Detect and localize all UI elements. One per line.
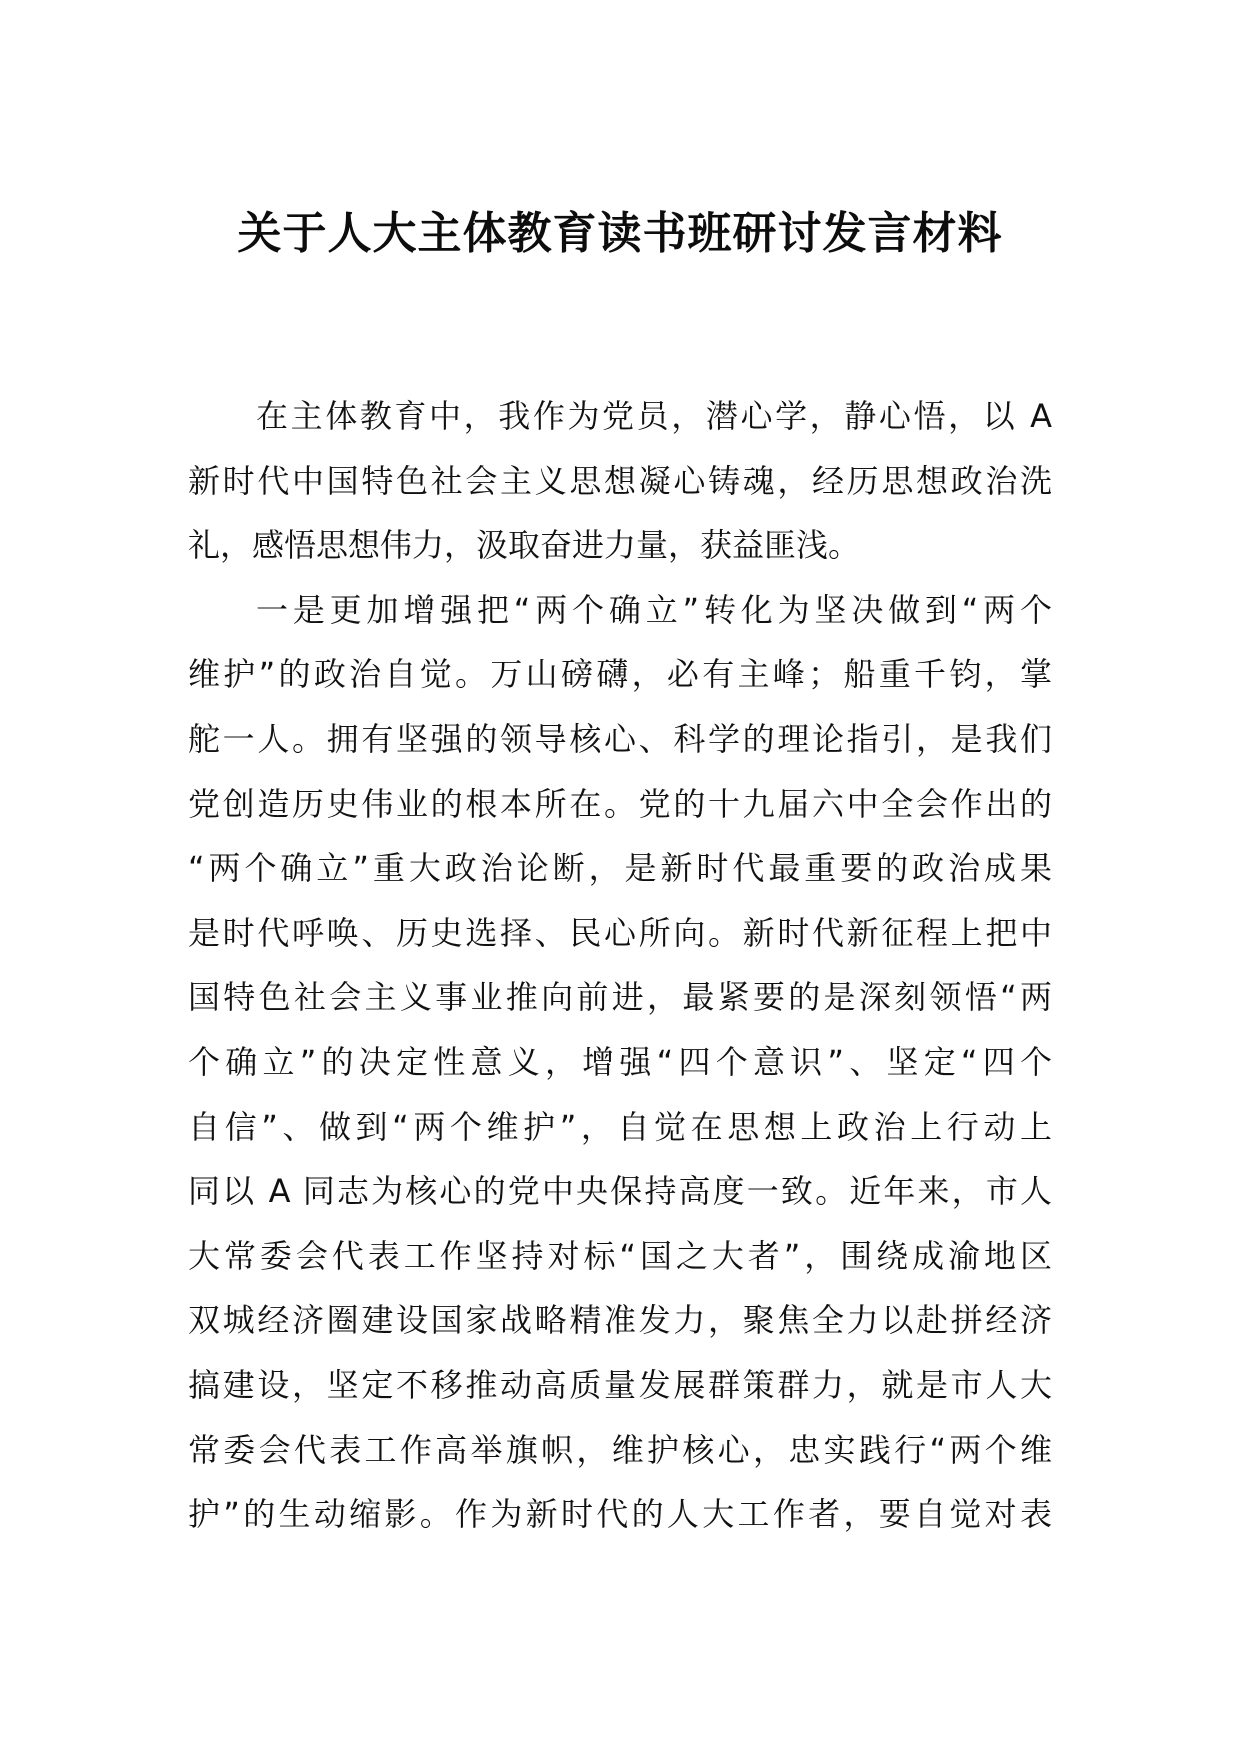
text-line: 同以 A 同志为核心的党中央保持高度一致。近年来，市人 <box>188 1172 1052 1211</box>
text-line: 双城经济圈建设国家战略精准发力，聚焦全力以赴拼经济 <box>188 1301 1052 1340</box>
text-line: 个确立”的决定性意义，增强“四个意识”、坚定“四个 <box>188 1042 1052 1081</box>
paragraph-2 <box>188 578 1052 1547</box>
text-line: 舵一人。拥有坚强的领导核心、科学的理论指引，是我们 <box>188 719 1052 758</box>
text-line: 大常委会代表工作坚持对标“国之大者”，围绕成渝地区 <box>188 1236 1052 1275</box>
text-line: 党创造历史伟业的根本所在。党的十九届六中全会作出的 <box>188 784 1052 823</box>
text-line: “两个确立”重大政治论断，是新时代最重要的政治成果 <box>188 849 1052 888</box>
paragraph-1 <box>188 384 1052 578</box>
text-line: 一是更加增强把“两个确立”转化为坚决做到“两个 <box>256 590 1052 629</box>
document-body <box>188 384 1052 1547</box>
text-line: 是时代呼唤、历史选择、民心所向。新时代新征程上把中 <box>188 913 1052 952</box>
text-line: 常委会代表工作高举旗帜，维护核心，忠实践行“两个维 <box>188 1430 1052 1469</box>
text-line: 维护”的政治自觉。万山磅礴，必有主峰；船重千钧，掌 <box>188 655 1052 694</box>
text-line: 搞建设，坚定不移推动高质量发展群策群力，就是市人大 <box>188 1365 1052 1404</box>
text-line: 礼，感悟思想伟力，汲取奋进力量，获益匪浅。 <box>188 526 861 565</box>
text-line: 在主体教育中，我作为党员，潜心学，静心悟，以 A <box>256 397 1052 435</box>
document-title: 关于人大主体教育读书班研讨发言材料 <box>237 208 1003 259</box>
text-line: 护”的生动缩影。作为新时代的人大工作者，要自觉对表 <box>188 1495 1052 1534</box>
text-line: 新时代中国特色社会主义思想凝心铸魂，经历思想政治洗 <box>188 461 1052 500</box>
text-line: 国特色社会主义事业推向前进，最紧要的是深刻领悟“两 <box>188 978 1052 1017</box>
text-line: 自信”、做到“两个维护”，自觉在思想上政治上行动上 <box>188 1107 1052 1146</box>
